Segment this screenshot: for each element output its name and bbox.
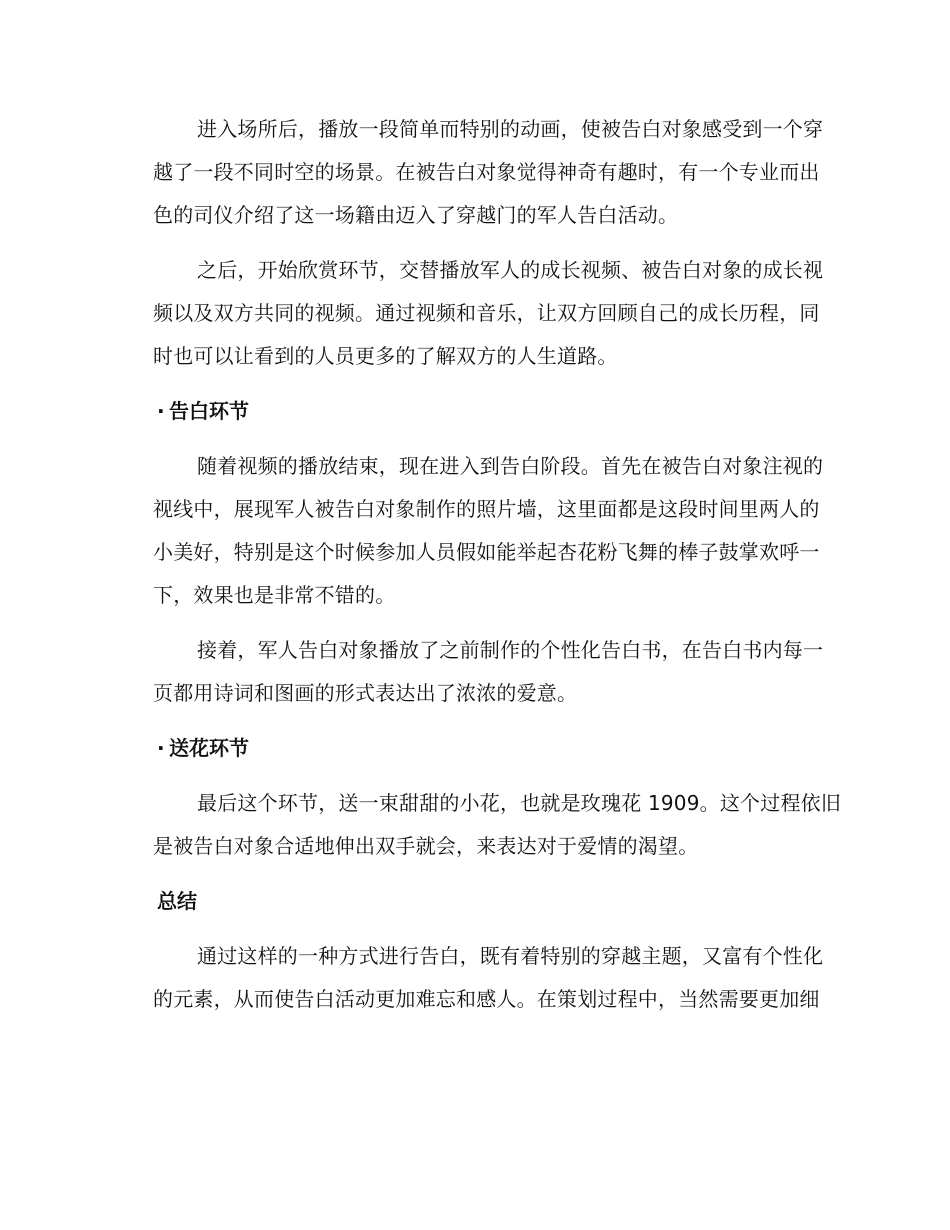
text-line: 之后，开始欣赏环节，交替播放军人的成长视频、被告白对象的成长视: [197, 258, 824, 282]
paragraph-summary: [113, 935, 835, 1021]
text-line: 进入场所后，播放一段简单而特别的动画，使被告白对象感受到一个穿: [197, 117, 824, 141]
text-line: 色的司仪介绍了这一场籍由迈入了穿越门的军人告白活动。: [153, 203, 679, 227]
paragraph-video: [113, 249, 835, 378]
text-line: 最后这个环节，送一束甜甜的小花，也就是玫瑰花 1909。这个过程依旧: [197, 791, 842, 815]
text-line: 视线中，展现军人被告白对象制作的照片墙，这里面都是这段时间里两人的: [153, 497, 820, 521]
paragraph-book: [113, 629, 835, 715]
section-heading-confession: [113, 390, 835, 433]
text-line: 接着，军人告白对象播放了之前制作的个性化告白书，在告白书内每一: [197, 638, 824, 662]
document-page: [113, 108, 842, 1033]
text-line: 通过这样的一种方式进行告白，既有着特别的穿越主题，又富有个性化: [197, 944, 824, 968]
text-line: 下，效果也是非常不错的。: [153, 583, 396, 607]
text-line: 随着视频的播放结束，现在进入到告白阶段。首先在被告白对象注视的: [197, 454, 824, 478]
paragraph-intro: [113, 108, 835, 237]
text-line: 时也可以让看到的人员更多的了解双方的人生道路。: [153, 344, 618, 368]
heading-text: 总结: [157, 889, 197, 913]
text-line: 小美好，特别是这个时候参加人员假如能举起杏花粉飞舞的棒子鼓掌欢呼一: [153, 540, 820, 564]
bullet-dot: ·: [157, 736, 165, 760]
text-line: 越了一段不同时空的场景。在被告白对象觉得神奇有趣时，有一个专业而出: [153, 160, 820, 184]
heading-text: 送花环节: [169, 736, 249, 760]
text-line: 频以及双方共同的视频。通过视频和音乐，让双方回顾自己的成长历程，同: [153, 301, 820, 325]
section-heading-flowers: [113, 727, 835, 770]
text-line: 的元素，从而使告白活动更加难忘和感人。在策划过程中，当然需要更加细: [153, 987, 820, 1011]
heading-text: 告白环节: [169, 399, 249, 423]
text-line: 是被告白对象合适地伸出双手就会，来表达对于爱情的渴望。: [153, 834, 699, 858]
text-line: 页都用诗词和图画的形式表达出了浓浓的爱意。: [153, 681, 578, 705]
paragraph-flowers: [113, 782, 842, 868]
bullet-dot: ·: [157, 399, 165, 423]
section-heading-summary: [113, 880, 835, 923]
paragraph-confession: [113, 445, 835, 617]
